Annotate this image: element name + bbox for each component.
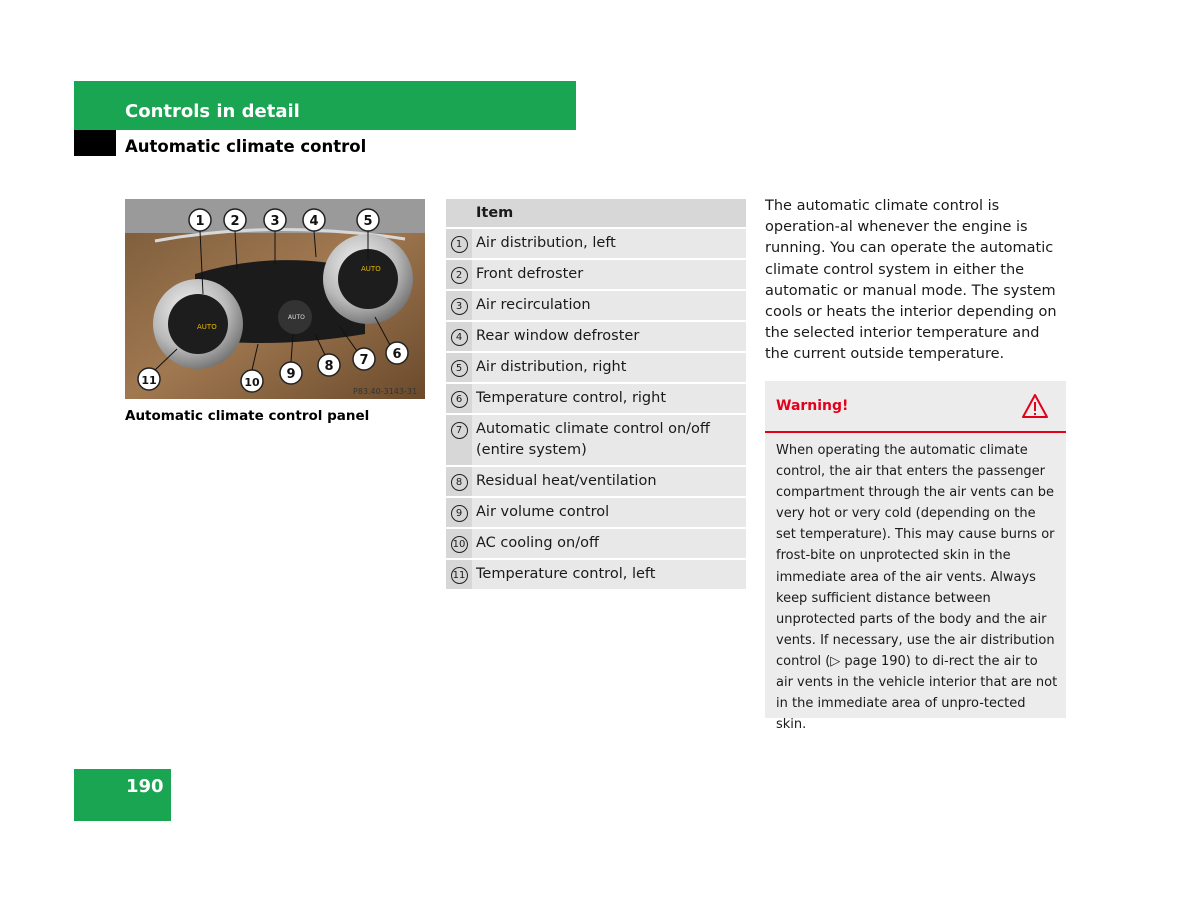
svg-text:AUTO: AUTO bbox=[288, 314, 305, 321]
table-header-item: Item bbox=[472, 199, 746, 228]
table-row bbox=[446, 466, 746, 497]
item-label: Temperature control, right bbox=[472, 383, 746, 414]
item-number: 5 bbox=[451, 360, 468, 377]
item-number: 9 bbox=[451, 505, 468, 522]
item-label: Air distribution, left bbox=[472, 228, 746, 259]
item-label: Temperature control, left bbox=[472, 559, 746, 590]
item-label: Residual heat/ventilation bbox=[472, 466, 746, 497]
intro-paragraph: The automatic climate control is operation-al whenever the engine is running. You can operate the automatic climate control system in either the automatic or manual mode. The system cools or heats the interior depending on the selected interior temperature and the current outside temperature. bbox=[765, 198, 1057, 363]
svg-text:AUTO: AUTO bbox=[197, 323, 217, 331]
callout-6: 6 bbox=[392, 347, 402, 362]
table-row bbox=[446, 228, 746, 259]
callout-3: 3 bbox=[270, 214, 280, 229]
item-label: Air volume control bbox=[472, 497, 746, 528]
table-row bbox=[446, 321, 746, 352]
callout-11: 11 bbox=[141, 374, 157, 387]
page-number: 190 bbox=[126, 776, 164, 797]
table-row bbox=[446, 497, 746, 528]
callout-5: 5 bbox=[363, 214, 373, 229]
item-label: Rear window defroster bbox=[472, 321, 746, 352]
warning-box bbox=[765, 381, 1066, 733]
callout-2: 2 bbox=[230, 214, 240, 229]
item-number: 3 bbox=[451, 298, 468, 315]
svg-text:AUTO: AUTO bbox=[361, 265, 381, 273]
item-number: 8 bbox=[451, 474, 468, 491]
item-number: 10 bbox=[451, 536, 468, 553]
table-row bbox=[446, 259, 746, 290]
item-label: Automatic climate control on/off (entire system) bbox=[472, 414, 746, 466]
page-number-box bbox=[74, 769, 171, 821]
item-label: Front defroster bbox=[472, 259, 746, 290]
warning-text: When operating the automatic climate control, the air that enters the passenger compartment through the air vents can be very hot or very cold (depending on the set temperature). This may cause burns or frost-bite on unprotected skin in the immediate area of the air vents. Always keep sufficient distance between unprotected parts of the body and the air vents. If necessary, use the air distribution control (▷ page 190) to di-rect the air to air vents in the vehicle interior that are not in the immediate area of unpro-tected skin. bbox=[776, 443, 1058, 733]
table-row bbox=[446, 383, 746, 414]
image-code: P83.40-3143-31 bbox=[353, 387, 418, 396]
callout-7: 7 bbox=[359, 353, 369, 368]
item-number: 1 bbox=[451, 236, 468, 253]
table-row bbox=[446, 414, 746, 466]
table-header-number-col bbox=[446, 199, 472, 228]
table-row bbox=[446, 528, 746, 559]
subsection-title: Automatic climate control bbox=[125, 137, 367, 156]
section-title: Controls in detail bbox=[125, 101, 300, 122]
warning-header bbox=[765, 381, 1066, 433]
item-number: 11 bbox=[451, 567, 468, 584]
warning-triangle-icon bbox=[1021, 393, 1049, 423]
figure-caption: Automatic climate control panel bbox=[125, 408, 370, 424]
warning-title: Warning! bbox=[776, 398, 849, 414]
callout-8: 8 bbox=[324, 359, 334, 374]
item-label: Air distribution, right bbox=[472, 352, 746, 383]
section-header-bar bbox=[74, 81, 576, 130]
item-label: Air recirculation bbox=[472, 290, 746, 321]
item-number: 7 bbox=[451, 422, 468, 439]
callout-9: 9 bbox=[286, 367, 296, 382]
callout-10: 10 bbox=[244, 376, 260, 389]
table-row bbox=[446, 352, 746, 383]
callout-1: 1 bbox=[195, 214, 205, 229]
item-number: 4 bbox=[451, 329, 468, 346]
climate-control-panel-image bbox=[125, 199, 425, 399]
table-row bbox=[446, 559, 746, 590]
item-number: 6 bbox=[451, 391, 468, 408]
item-label: AC cooling on/off bbox=[472, 528, 746, 559]
items-table bbox=[446, 199, 746, 591]
table-row bbox=[446, 290, 746, 321]
section-marker bbox=[74, 130, 116, 156]
item-number: 2 bbox=[451, 267, 468, 284]
callout-4: 4 bbox=[309, 214, 319, 229]
